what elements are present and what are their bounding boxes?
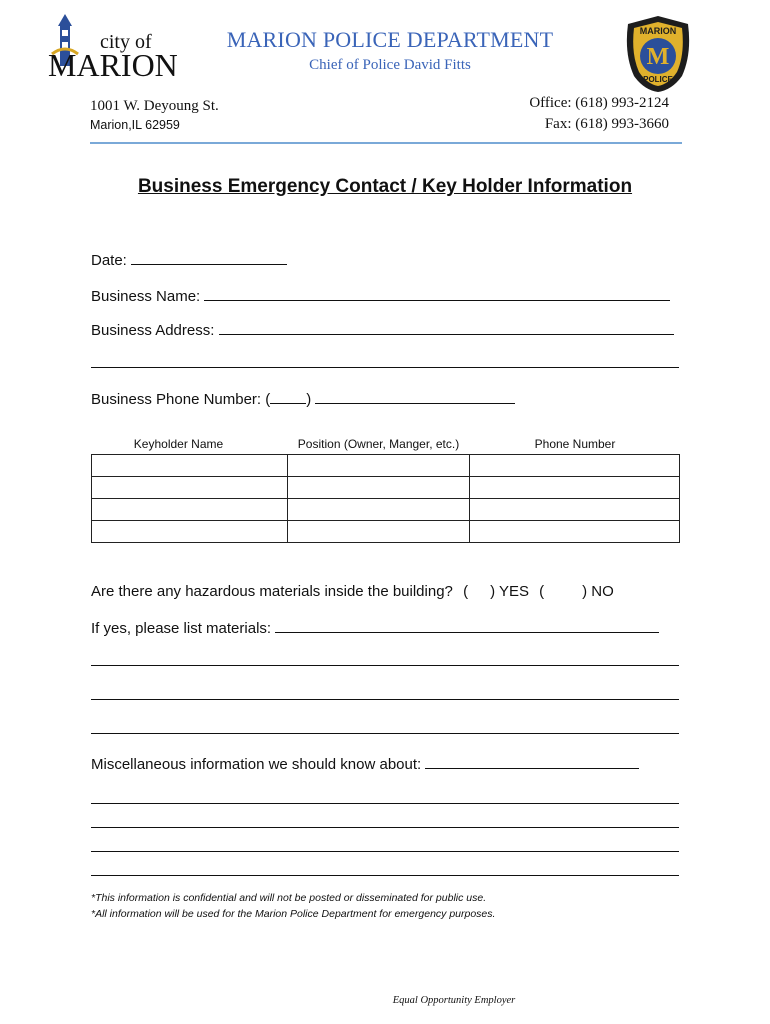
business-address-line-2[interactable] <box>91 367 679 368</box>
fax-number: Fax: (618) 993-3660 <box>544 116 669 132</box>
header-divider <box>90 142 682 144</box>
col-position: Position (Owner, Manger, etc.) <box>297 437 460 451</box>
confidential-note: *This information is confidential and will not be posted or disseminated for public use. <box>91 892 487 904</box>
date-row <box>91 250 287 269</box>
business-phone-label: Business Phone Number: ( <box>91 391 271 408</box>
hazard-list-field[interactable] <box>275 618 659 633</box>
misc-label: Miscellaneous information we should know about: <box>91 756 422 773</box>
table-row <box>92 521 680 543</box>
no-open-paren: ( <box>539 583 545 600</box>
keyholder-name-cell[interactable] <box>92 455 288 477</box>
yes-label: ) YES <box>490 583 529 600</box>
position-cell[interactable] <box>287 477 470 499</box>
keyholder-name-cell[interactable] <box>92 521 288 543</box>
keyholder-name-cell[interactable] <box>92 477 288 499</box>
phone-cell[interactable] <box>470 455 680 477</box>
chief-name: Chief of Police David Fitts <box>309 57 471 73</box>
keyholder-table <box>91 454 680 543</box>
misc-field[interactable] <box>425 754 639 769</box>
business-name-label: Business Name: <box>91 288 201 305</box>
position-cell[interactable] <box>287 521 470 543</box>
badge-bottom-text: POLICE <box>643 75 673 84</box>
hazard-line-2[interactable] <box>91 665 679 666</box>
date-label: Date: <box>91 252 127 269</box>
department-name: MARION POLICE DEPARTMENT <box>226 27 554 52</box>
city-state-zip: Marion,IL 62959 <box>90 118 180 132</box>
footer-text: Equal Opportunity Employer <box>392 995 516 1006</box>
col-keyholder-name: Keyholder Name <box>133 437 224 451</box>
position-cell[interactable] <box>287 455 470 477</box>
date-field[interactable] <box>131 250 287 265</box>
misc-line-5[interactable] <box>91 875 679 876</box>
area-code-field[interactable] <box>270 389 306 404</box>
hazard-list-row <box>91 618 659 637</box>
business-address-label: Business Address: <box>91 322 215 339</box>
police-badge <box>622 14 694 94</box>
misc-line-4[interactable] <box>91 851 679 852</box>
position-cell[interactable] <box>287 499 470 521</box>
misc-line-2[interactable] <box>91 803 679 804</box>
misc-line-3[interactable] <box>91 827 679 828</box>
logo-city-of: city of <box>100 31 152 53</box>
badge-letter: M <box>646 44 670 70</box>
hazard-question-row <box>91 583 614 600</box>
badge-top-text: MARION <box>639 26 677 36</box>
table-row <box>92 477 680 499</box>
street-address: 1001 W. Deyoung St. <box>90 98 219 114</box>
misc-row <box>91 754 639 773</box>
keyholder-name-cell[interactable] <box>92 499 288 521</box>
table-row <box>92 455 680 477</box>
hazard-question: Are there any hazardous materials inside the building? <box>91 583 453 600</box>
office-phone: Office: (618) 993-2124 <box>529 95 669 111</box>
phone-cell[interactable] <box>470 521 680 543</box>
table-row <box>92 499 680 521</box>
hazard-list-label: If yes, please list materials: <box>91 620 272 637</box>
hazard-line-4[interactable] <box>91 733 679 734</box>
business-phone-field[interactable] <box>315 389 515 404</box>
phone-cell[interactable] <box>470 499 680 521</box>
phone-paren-close: ) <box>306 391 312 408</box>
business-address-row <box>91 320 674 339</box>
business-phone-row <box>91 389 515 408</box>
yes-open-paren: ( <box>463 583 469 600</box>
city-of-marion-logo <box>44 14 194 80</box>
business-address-field[interactable] <box>219 320 674 335</box>
business-name-row <box>91 286 670 305</box>
phone-cell[interactable] <box>470 477 680 499</box>
business-name-field[interactable] <box>204 286 670 301</box>
hazard-line-3[interactable] <box>91 699 679 700</box>
col-phone-number: Phone Number <box>534 437 616 451</box>
emergency-use-note: *All information will be used for the Marion Police Department for emergency purposes. <box>91 908 496 920</box>
no-label: ) NO <box>582 583 614 600</box>
logo-marion: MARION <box>48 47 178 80</box>
form-title: Business Emergency Contact / Key Holder Information <box>137 176 633 197</box>
